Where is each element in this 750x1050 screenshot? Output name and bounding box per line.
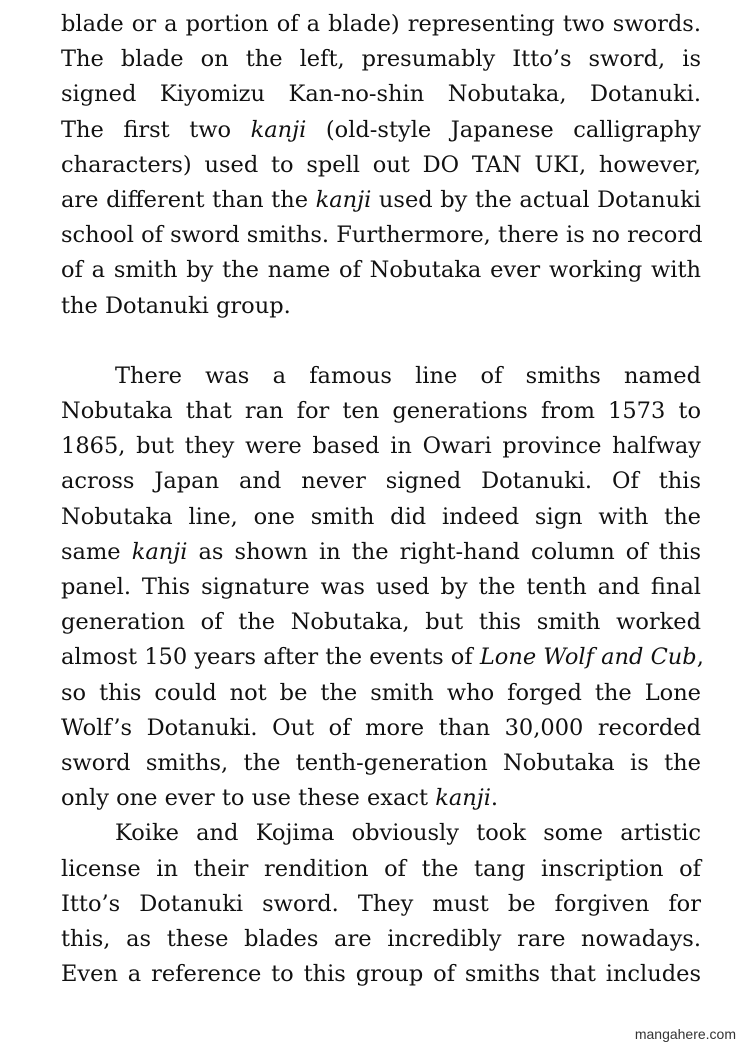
text-line: 1865, but they were based in Owari province halfway [61, 433, 701, 460]
text-line: generation of the Nobutaka, but this smith worked [61, 609, 701, 636]
text-line: license in their rendition of the tang inscription of [61, 855, 701, 882]
text-line: Wolf’s Dotanuki. Out of more than 30,000 recorded [61, 714, 701, 741]
text-line: almost 150 years after the events of Lone Wolf and Cub, [61, 644, 704, 671]
text-line: Even a reference to this group of smiths that includes [61, 961, 701, 988]
body-text [61, 7, 704, 992]
text-line: There was a famous line of smiths named [115, 362, 701, 389]
text-line: school of sword smiths. Furthermore, there is no record [61, 222, 703, 249]
text-line: of a smith by the name of Nobutaka ever working with [61, 257, 701, 284]
italic-term: kanji [131, 538, 188, 565]
italic-term: kanji [315, 186, 372, 213]
text-line: sword smiths, the tenth-generation Nobutaka is the [61, 749, 701, 776]
text-line: only one ever to use these exact kanji. [61, 785, 499, 812]
watermark: mangahere.com [634, 1026, 736, 1042]
text-line: across Japan and never signed Dotanuki. Of this [61, 468, 701, 495]
text-line: Nobutaka line, one smith did indeed sign with the [61, 503, 701, 530]
text-line: blade or a portion of a blade) representing two swords. [61, 11, 701, 37]
text-line: The blade on the left, presumably Itto’s sword, is [61, 46, 701, 73]
text-line: same kanji as shown in the right-hand column of this [61, 538, 701, 565]
italic-term: kanji [250, 116, 307, 143]
text-line: signed Kiyomizu Kan-no-shin Nobutaka, Dotanuki. [61, 81, 701, 108]
text-line: The first two kanji (old-style Japanese calligraphy [61, 116, 701, 143]
text-line: characters) used to spell out DO TAN UKI, however, [61, 151, 701, 178]
text-line: this, as these blades are incredibly rare nowadays. [61, 925, 701, 952]
text-line: the Dotanuki group. [61, 292, 291, 319]
text-line: panel. This signature was used by the tenth and final [61, 574, 701, 600]
text-line: Koike and Kojima obviously took some artistic [115, 820, 701, 847]
text-line: are different than the kanji used by the actual Dotanuki [61, 186, 701, 213]
text-line: so this could not be the smith who forged the Lone [61, 679, 701, 706]
text-line: Nobutaka that ran for ten generations from 1573 to [61, 398, 701, 425]
italic-term: kanji [435, 785, 491, 812]
text-line: Itto’s Dotanuki sword. They must be forgiven for [61, 890, 701, 917]
italic-term: Lone Wolf and Cub [479, 644, 697, 671]
